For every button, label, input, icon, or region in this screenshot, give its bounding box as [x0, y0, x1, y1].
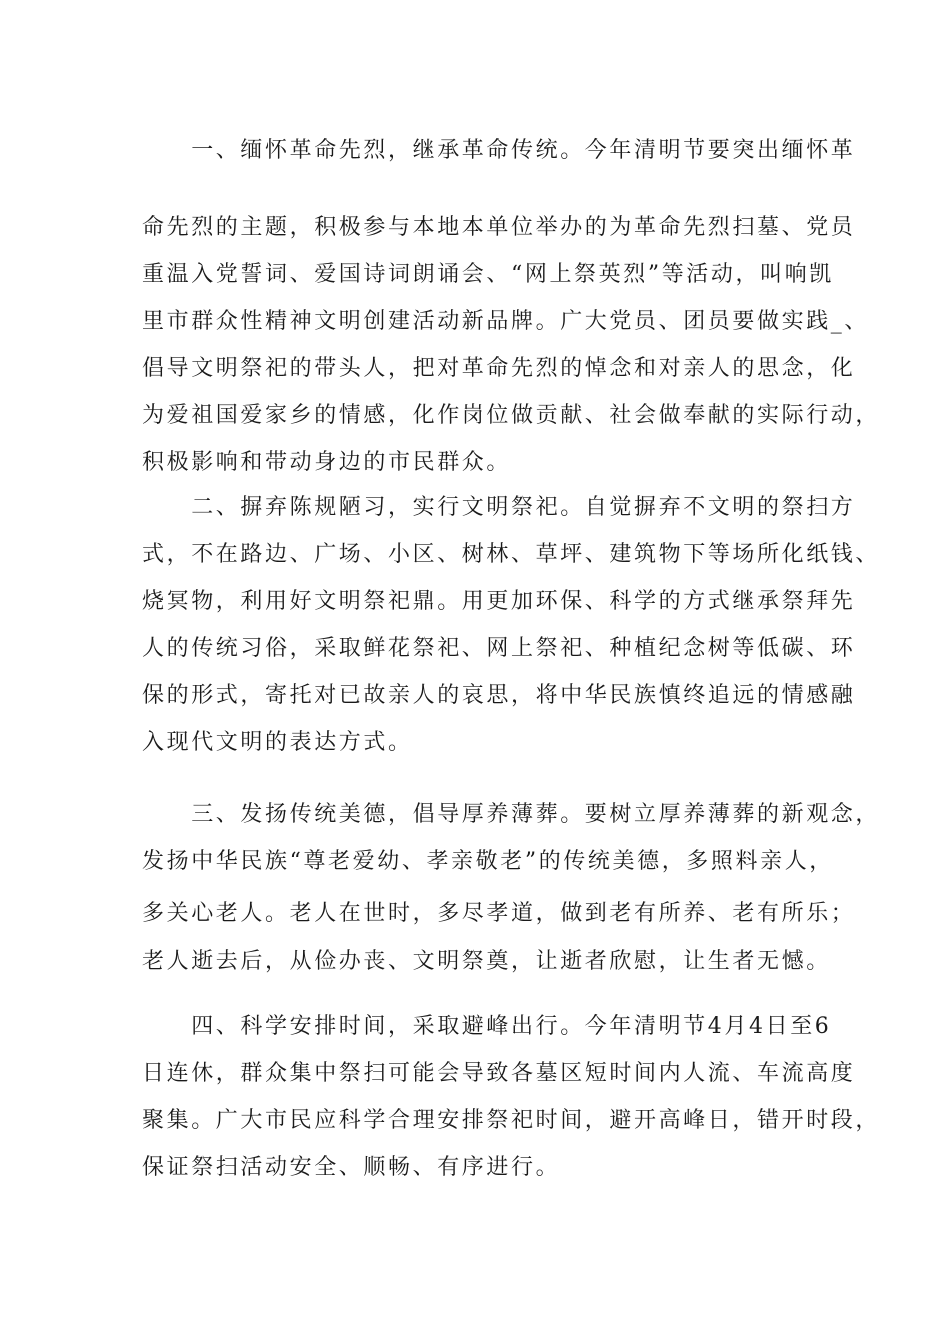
paragraph-line: 发扬中华民族“尊老爱幼、孝亲敬老”的传统美德，多照料亲人，: [142, 849, 834, 874]
paragraph-line: 重温入党誓词、爱国诗词朗诵会、“网上祭英烈”等活动，叫响凯: [142, 262, 834, 287]
paragraph-line: 烧冥物，利用好文明祭祀鼎。用更加环保、科学的方式继承祭拜先: [142, 589, 856, 614]
paragraph-line: 一、缅怀革命先烈，继承革命传统。今年清明节要突出缅怀革: [142, 138, 856, 163]
paragraph-line: 为爱祖国爱家乡的情感，化作岗位做贡献、社会做奉献的实际行动，: [142, 403, 881, 428]
paragraph-line: 里市群众性精神文明创建活动新品牌。广大党员、团员要做实践_、: [142, 309, 870, 334]
paragraph-line: 命先烈的主题，积极参与本地本单位举办的为革命先烈扫墓、党员: [142, 215, 856, 240]
paragraph-line: 二、摒弃陈规陋习，实行文明祭祀。自觉摒弃不文明的祭扫方: [142, 495, 856, 520]
paragraph-line: 三、发扬传统美德，倡导厚养薄葬。要树立厚养薄葬的新观念，: [142, 802, 881, 827]
paragraph-line: 日连休，群众集中祭扫可能会导致各墓区短时间内人流、车流高度: [142, 1061, 856, 1086]
paragraph-line: 四、科学安排时间，采取避峰出行。今年清明节4月4日至6: [142, 1014, 832, 1039]
paragraph-line: 入现代文明的表达方式。: [142, 730, 413, 755]
paragraph-line: 积极影响和带动身边的市民群众。: [142, 450, 512, 475]
paragraph-line: 式，不在路边、广场、小区、树林、草坪、建筑物下等场所化纸钱、: [142, 542, 881, 567]
paragraph-line: 保证祭扫活动安全、顺畅、有序进行。: [142, 1155, 561, 1180]
paragraph-line: 多关心老人。老人在世时，多尽孝道，做到老有所养、老有所乐；: [142, 901, 856, 926]
paragraph-line: 保的形式，寄托对已故亲人的哀思，将中华民族慎终追远的情感融: [142, 683, 856, 708]
paragraph-line: 人的传统习俗，采取鲜花祭祀、网上祭祀、种植纪念树等低碳、环: [142, 636, 856, 661]
paragraph-line: 老人逝去后，从俭办丧、文明祭奠，让逝者欣慰，让生者无憾。: [142, 949, 831, 974]
paragraph-line: 倡导文明祭祀的带头人，把对革命先烈的悼念和对亲人的思念，化: [142, 356, 856, 381]
paragraph-line: 聚集。广大市民应科学合理安排祭祀时间，避开高峰日，错开时段，: [142, 1108, 881, 1133]
